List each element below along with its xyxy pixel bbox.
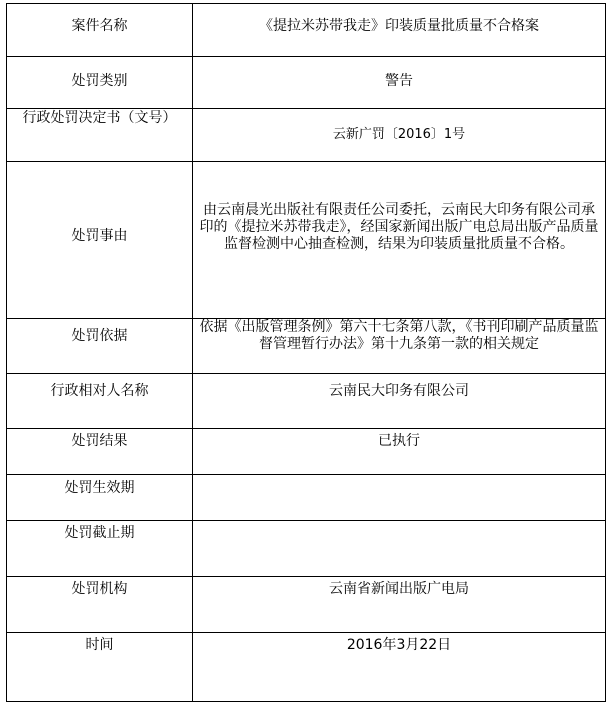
table-row bbox=[7, 521, 606, 577]
effective-date-value bbox=[193, 475, 606, 521]
penalty-reason-value: 由云南晨光出版社有限责任公司委托，云南民大印务有限公司承印的《提拉米苏带我走》，经国家新闻出版广电总局出版产品质量监督检测中心抽查检测，结果为印装质量批质量不合格。 bbox=[193, 162, 606, 319]
table-row bbox=[7, 429, 606, 475]
penalty-reason-label: 处罚事由 bbox=[7, 162, 193, 319]
penalty-result-value: 已执行 bbox=[193, 429, 606, 475]
party-name-value: 云南民大印务有限公司 bbox=[193, 374, 606, 429]
table-row bbox=[7, 374, 606, 429]
penalty-type-value: 警告 bbox=[193, 57, 606, 109]
party-name-label: 行政相对人名称 bbox=[7, 374, 193, 429]
table-row bbox=[7, 577, 606, 633]
decision-number-value: 云新广罚〔2016〕1号 bbox=[193, 109, 606, 162]
table-row bbox=[7, 109, 606, 162]
table-row bbox=[7, 57, 606, 109]
date-value: 2016年3月22日 bbox=[193, 633, 606, 702]
table-row bbox=[7, 319, 606, 374]
case-name-label: 案件名称 bbox=[7, 4, 193, 57]
effective-date-label: 处罚生效期 bbox=[7, 475, 193, 521]
date-label: 时间 bbox=[7, 633, 193, 702]
penalty-result-label: 处罚结果 bbox=[7, 429, 193, 475]
case-name-value: 《提拉米苏带我走》印装质量批质量不合格案 bbox=[193, 4, 606, 57]
authority-label: 处罚机构 bbox=[7, 577, 193, 633]
table-row bbox=[7, 475, 606, 521]
table-row bbox=[7, 633, 606, 702]
penalty-basis-label: 处罚依据 bbox=[7, 319, 193, 374]
authority-value: 云南省新闻出版广电局 bbox=[193, 577, 606, 633]
case-info-table bbox=[6, 3, 606, 702]
end-date-value bbox=[193, 521, 606, 577]
decision-number-label: 行政处罚决定书（文号） bbox=[7, 109, 193, 162]
penalty-type-label: 处罚类别 bbox=[7, 57, 193, 109]
table-row bbox=[7, 4, 606, 57]
end-date-label: 处罚截止期 bbox=[7, 521, 193, 577]
penalty-basis-value: 依据《出版管理条例》第六十七条第八款，《书刊印刷产品质量监督管理暂行办法》第十九条第一款的相关规定 bbox=[193, 319, 606, 374]
table-row bbox=[7, 162, 606, 319]
